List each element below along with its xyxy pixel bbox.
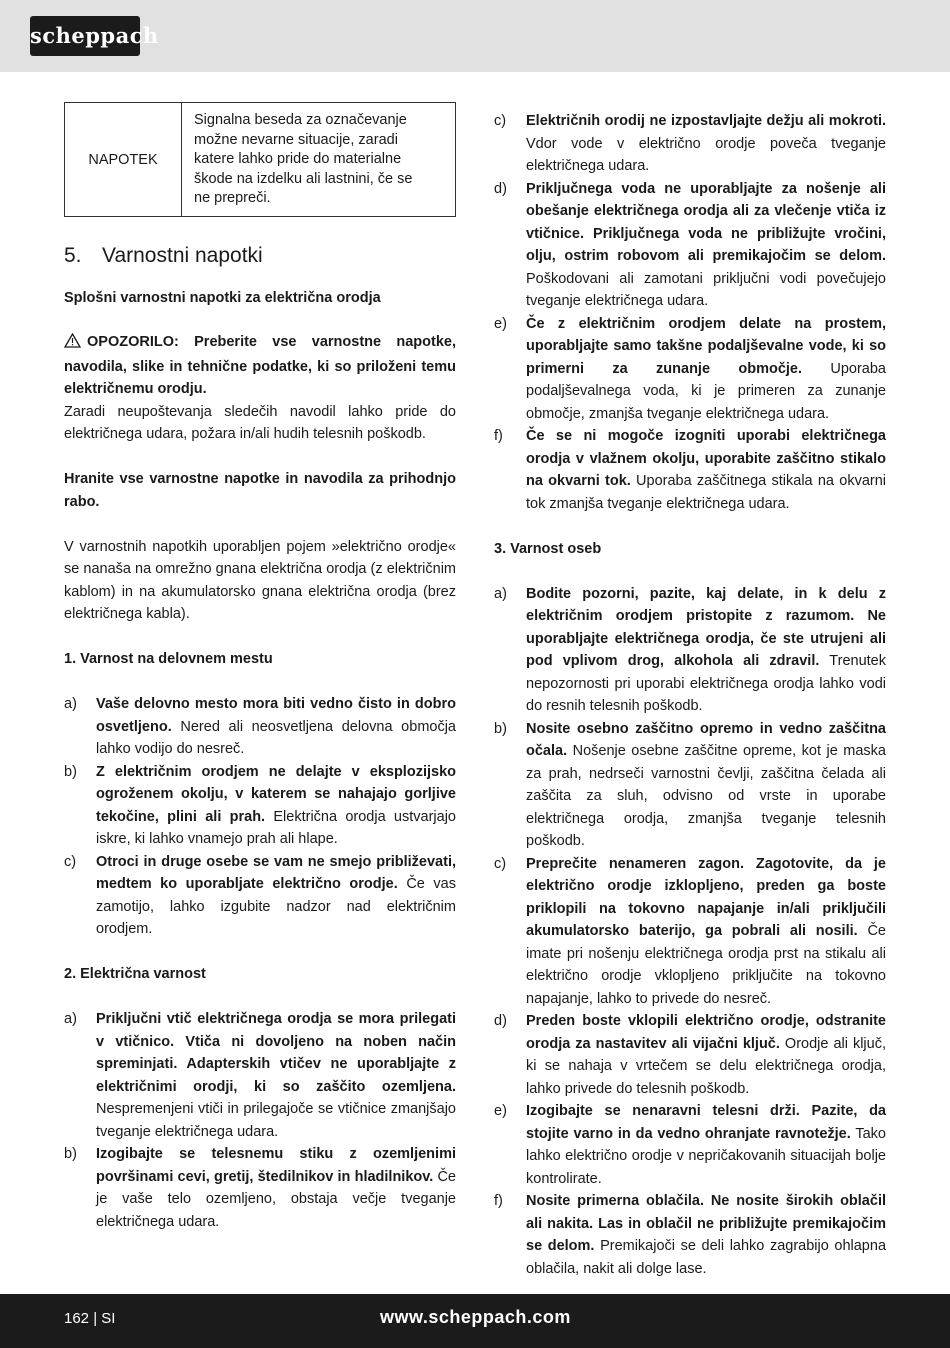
item-letter: a) xyxy=(64,1011,77,1027)
item-text: Uporaba podaljševalnega voda, ki je primeren za zunanje območje, zmanjša tveganje električnega udara. xyxy=(526,360,886,422)
notice-line: katere lahko pride do materialne xyxy=(194,151,402,167)
definition-text: V varnostnih napotkih uporabljen pojem »električno orodje« se nanaša na omrežno gnana električna orodja (z električnim kablom) in na akumulatorsko gnana električna orodja (brez električnega kabla). xyxy=(64,538,456,622)
item-letter: f) xyxy=(494,1193,503,1209)
item-text: Če je vaše telo ozemljeno, obstaja večje tveganje električnega udara. xyxy=(96,1168,456,1230)
warning-icon xyxy=(64,333,81,356)
item-bold: Priključni vtič električnega orodja se mora prilegati v vtičnico. Vtiča ni dovoljeno na noben način spreminjati. Adapterskih vtičev ne uporabljajte z električnimi orodji, ki so zaščito ozemljena. xyxy=(96,1011,456,1095)
list-item xyxy=(64,693,456,761)
item-bold: Preprečite nenameren zagon. Zagotovite, da je električno orodje izklopljeno, preden ga boste priklopili na tokovno napajanje in/ali priključili akumulatorsko baterijo, ga pobrali ali nosili. xyxy=(526,855,886,939)
item-text: Tako lahko električno orodje v nepričakovanih situacijah bolje kontrolirate. xyxy=(526,1125,886,1187)
subsection-title-1: 1. Varnost na delovnem mestu xyxy=(64,651,273,667)
list-item xyxy=(494,853,886,1011)
subsection-title-3: 3. Varnost oseb xyxy=(494,540,602,557)
warning-bold-text: OPOZORILO: Preberite vse varnostne napotke, navodila, slike in tehnične podatke, ki so priloženi temu električnemu orodju. xyxy=(64,334,456,397)
notice-line: ne prepreči. xyxy=(194,190,271,206)
notice-text xyxy=(182,103,455,216)
item-bold: Nosite primerna oblačila. Ne nosite širokih oblačil ali nakita. Las in oblačil ne približujte premikajočim se delom. xyxy=(526,1193,886,1254)
item-text: Nered ali neosvetljena delovna območja lahko vodijo do nesreč. xyxy=(96,718,456,757)
right-column xyxy=(494,110,886,1280)
item-letter: a) xyxy=(64,696,77,712)
item-bold: Preden boste vklopili električno orodje, odstranite orodja za nastavitev ali vijačni ključ. xyxy=(526,1013,886,1052)
item-letter: c) xyxy=(64,853,77,870)
item-letter: f) xyxy=(494,428,503,444)
item-letter: b) xyxy=(494,720,507,737)
list-item xyxy=(494,718,886,853)
item-text: Orodje ali ključ, ki se nahaja v vrtečem se delu električnega orodja, lahko privede do telesnih poškodb. xyxy=(526,1035,886,1097)
item-bold: Izogibajte se nenaravni telesni drži. Pazite, da stojite varno in da vedno ohranjate ravnotežje. xyxy=(526,1103,886,1142)
item-text: Če vas zamotijo, lahko izgubite nadzor nad električnim orodjem. xyxy=(96,876,456,937)
section-heading xyxy=(64,244,456,268)
list-item xyxy=(494,178,886,313)
page-header xyxy=(0,0,950,72)
item-bold: Priključnega voda ne uporabljajte za nošenje ali obešanje električnega orodja ali za vlečenje vtiča iz vtičnice. Priključnega voda ne približujte vročini, olju, ostrim robovom ali premikajočim se delom. xyxy=(526,180,886,264)
item-text: Poškodovani ali zamotani priključni vodi povečujejo tveganje električnega udara. xyxy=(526,270,886,309)
item-letter: c) xyxy=(494,855,507,872)
item-letter: e) xyxy=(494,315,507,332)
warning-text: Zaradi neupoštevanja sledečih navodil lahko pride do električnega udara, požara in/ali hudih telesnih poškodb. xyxy=(64,403,456,442)
item-letter: a) xyxy=(494,585,507,602)
item-bold: Če z električnim orodjem delate na prostem, uporabljajte samo takšne podaljševalne vode, ki so primerni za zunanje območje. xyxy=(526,315,886,377)
list-item xyxy=(494,313,886,426)
keep-instructions: Hranite vse varnostne napotke in navodila za prihodnjo rabo. xyxy=(64,471,456,510)
item-bold: Če se ni mogoče izogniti uporabi električnega orodja v vlažnem okolju, uporabite zaščitno stikalo na okvarni tok. xyxy=(526,428,886,489)
notice-line: možne nevarne situacije, zaradi xyxy=(194,131,398,148)
page-footer xyxy=(0,1294,950,1348)
item-text: Če imate pri nošenju električnega orodja prst na stikalu ali električno orodje vklopljeno priključite na tokovno napajanje, lahko to privede do nesreč. xyxy=(526,923,886,1007)
notice-line: škode na izdelku ali lastnini, če se xyxy=(194,170,413,187)
list-item xyxy=(494,1100,886,1190)
website-link[interactable]: www.scheppach.com xyxy=(380,1307,571,1327)
list-item xyxy=(494,425,886,515)
item-text: Vdor vode v električno orodje poveča tveganje električnega udara. xyxy=(526,135,886,174)
item-text: Trenutek nepozornosti pri uporabi električnega orodja lahko vodi do resnih telesnih poškodb. xyxy=(526,653,886,714)
notice-table xyxy=(64,102,456,217)
section-number: 5. xyxy=(64,244,82,267)
list-item xyxy=(494,110,886,178)
item-letter: c) xyxy=(494,113,507,129)
item-text: Nošenje osebne zaščitne opreme, kot je maska za prah, nedrseči varnostni čevlji, zaščitna čelada ali zaščita za sluh, odvisno od vrste in uporabe električnega orodja, zmanjša tveganje telesnih poškodb. xyxy=(526,743,886,849)
list-item xyxy=(494,1190,886,1280)
section-title: Varnostni napotki xyxy=(102,244,263,267)
list-item xyxy=(64,851,456,941)
item-letter: d) xyxy=(494,1013,507,1029)
notice-line: Signalna beseda za označevanje xyxy=(194,112,407,128)
warning-paragraph xyxy=(64,331,456,401)
notice-label: NAPOTEK xyxy=(65,103,182,216)
subsection-title-2: 2. Električna varnost xyxy=(64,966,206,982)
item-text: Nespremenjeni vtiči in prilegajoče se vtičnice zmanjšajo tveganje električnega udara. xyxy=(96,1101,456,1140)
list-item xyxy=(64,1008,456,1143)
item-bold: Nosite osebno zaščitno opremo in vedno zaščitna očala. xyxy=(526,720,886,759)
item-bold: Otroci in druge osebe se vam ne smejo približevati, medtem ko uporabljate električno orodje. xyxy=(96,853,456,892)
item-bold: Z električnim orodjem ne delajte v eksplozijsko ogroženem okolju, v katerem se nahajajo gorljive tekočine, plini ali prah. xyxy=(96,763,456,825)
item-bold: Električnih orodij ne izpostavljajte dežju ali mokroti. xyxy=(526,113,886,129)
list-item xyxy=(494,583,886,718)
section-subtitle: Splošni varnostni napotki za električna orodja xyxy=(64,290,381,306)
item-bold: Vaše delovno mesto mora biti vedno čisto in dobro osvetljeno. xyxy=(96,696,456,735)
item-letter: b) xyxy=(64,763,77,780)
item-letter: b) xyxy=(64,1146,77,1162)
item-bold: Bodite pozorni, pazite, kaj delate, in k delu z električnim orodjem pristopite z razumom. Ne uporabljajte električnega orodja, če ste utrujeni ali pod vplivom drog, alkohola ali zdravil. xyxy=(526,585,886,669)
item-bold: Izogibajte se telesnemu stiku z ozemljenimi površinami cevi, gretij, štedilnikov in hladilnikov. xyxy=(96,1146,456,1185)
page-number: 162 | SI xyxy=(64,1310,116,1327)
list-item xyxy=(494,1010,886,1100)
item-text: Premikajoči se deli lahko zagrabijo ohlapna oblačila, nakit ali dolge lase. xyxy=(526,1238,887,1277)
scheppach-logo: scheppach xyxy=(30,16,140,56)
item-text: Električna orodja ustvarjajo iskre, ki lahko vnamejo prah ali hlape. xyxy=(96,808,456,847)
item-letter: e) xyxy=(494,1103,507,1119)
list-item xyxy=(64,1143,456,1233)
list-item xyxy=(64,761,456,851)
item-text: Uporaba zaščitnega stikala na okvarni tok zmanjša tveganje električnega udara. xyxy=(526,473,886,512)
left-column xyxy=(64,102,456,1233)
item-letter: d) xyxy=(494,180,507,197)
